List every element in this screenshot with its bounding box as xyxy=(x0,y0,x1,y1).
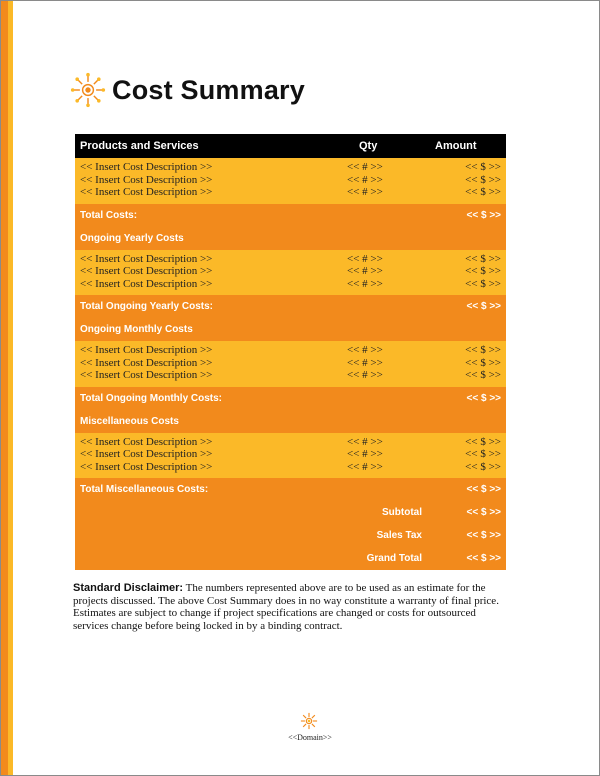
section-heading: Ongoing Yearly Costs xyxy=(75,227,506,250)
left-stripe-dark xyxy=(1,1,8,775)
section-total-label: Total Ongoing Monthly Costs: xyxy=(75,387,427,410)
cost-qty: << # >> xyxy=(347,265,383,277)
section-heading-row xyxy=(75,227,506,250)
cost-qty: << # >> xyxy=(347,448,383,460)
cost-description: << Insert Cost Description >> xyxy=(80,460,213,473)
cost-items-block xyxy=(75,250,506,296)
cost-items-block xyxy=(75,433,506,479)
section-heading: Miscellaneous Costs xyxy=(75,410,506,433)
disclaimer xyxy=(73,582,513,632)
cost-description-cell xyxy=(75,433,345,479)
cost-description: << Insert Cost Description >> xyxy=(80,252,213,265)
cost-qty: << # >> xyxy=(347,161,383,173)
cost-description: << Insert Cost Description >> xyxy=(80,369,213,381)
cost-qty: << # >> xyxy=(347,369,383,381)
disclaimer-label: Standard Disclaimer: xyxy=(73,582,184,594)
summary-label: Sales Tax xyxy=(75,524,427,547)
cost-amount: << $ >> xyxy=(465,356,501,369)
cost-amount-cell xyxy=(427,433,506,479)
sun-flower-icon xyxy=(70,72,106,108)
cost-amount-cell xyxy=(427,341,506,387)
column-header-products: Products and Services xyxy=(75,134,345,158)
cost-amount: << $ >> xyxy=(465,173,501,186)
cost-qty: << # >> xyxy=(347,460,383,473)
cost-qty-cell xyxy=(345,341,427,387)
section-total-value: << $ >> xyxy=(427,295,506,318)
table-header-row xyxy=(75,134,506,158)
cost-description-cell xyxy=(75,158,345,204)
cost-description: << Insert Cost Description >> xyxy=(80,448,213,460)
cost-description: << Insert Cost Description >> xyxy=(80,344,213,356)
cost-qty: << # >> xyxy=(347,186,383,198)
summary-label: Subtotal xyxy=(75,501,427,524)
section-total-label: Total Ongoing Yearly Costs: xyxy=(75,295,427,318)
cost-amount: << $ >> xyxy=(465,252,501,265)
cost-description: << Insert Cost Description >> xyxy=(80,265,213,277)
cost-qty: << # >> xyxy=(347,277,383,290)
cost-amount: << $ >> xyxy=(465,277,501,290)
cost-amount: << $ >> xyxy=(465,186,501,198)
section-heading-row xyxy=(75,318,506,341)
summary-label: Grand Total xyxy=(75,547,427,570)
cost-description: << Insert Cost Description >> xyxy=(80,161,213,173)
cost-qty: << # >> xyxy=(347,344,383,356)
section-total-row xyxy=(75,204,506,227)
column-header-qty: Qty xyxy=(345,134,427,158)
summary-value: << $ >> xyxy=(427,501,506,524)
cost-description: << Insert Cost Description >> xyxy=(80,173,213,186)
summary-value: << $ >> xyxy=(427,524,506,547)
section-heading-row xyxy=(75,410,506,433)
summary-row xyxy=(75,547,506,570)
cost-qty: << # >> xyxy=(347,173,383,186)
section-total-value: << $ >> xyxy=(427,204,506,227)
cost-amount-cell xyxy=(427,250,506,296)
footer-domain: <<Domain>> xyxy=(288,733,332,742)
column-header-amount: Amount xyxy=(427,134,506,158)
cost-amount: << $ >> xyxy=(465,161,501,173)
cost-description: << Insert Cost Description >> xyxy=(80,186,213,198)
left-stripe-light xyxy=(8,1,13,775)
cost-qty: << # >> xyxy=(347,356,383,369)
cost-description-cell xyxy=(75,341,345,387)
section-total-row xyxy=(75,478,506,501)
footer-sun-flower-icon xyxy=(300,712,318,730)
cost-amount: << $ >> xyxy=(465,344,501,356)
section-total-label: Total Costs: xyxy=(75,204,427,227)
cost-qty-cell xyxy=(345,158,427,204)
cost-amount: << $ >> xyxy=(465,265,501,277)
page-header xyxy=(70,70,305,110)
cost-items-block xyxy=(75,158,506,204)
cost-table xyxy=(75,134,506,570)
cost-description: << Insert Cost Description >> xyxy=(80,356,213,369)
disclaimer-text: The numbers represented above are to be used as an estimate for the projects discussed. The above Cost Summary does in no way constitute a warranty of final price. Estimates are subject to change if project specifications are changed or costs for outsourced services change before being locked in by a binding contract. xyxy=(73,582,499,632)
section-total-value: << $ >> xyxy=(427,387,506,410)
page-title: Cost Summary xyxy=(112,74,305,105)
section-total-row xyxy=(75,387,506,410)
section-total-value: << $ >> xyxy=(427,478,506,501)
cost-amount: << $ >> xyxy=(465,435,501,448)
cost-qty-cell xyxy=(345,250,427,296)
section-total-label: Total Miscellaneous Costs: xyxy=(75,478,427,501)
cost-items-block xyxy=(75,341,506,387)
summary-row xyxy=(75,501,506,524)
summary-value: << $ >> xyxy=(427,547,506,570)
summary-row xyxy=(75,524,506,547)
section-total-row xyxy=(75,295,506,318)
cost-qty-cell xyxy=(345,433,427,479)
cost-amount: << $ >> xyxy=(465,448,501,460)
cost-description: << Insert Cost Description >> xyxy=(80,435,213,448)
cost-amount-cell xyxy=(427,158,506,204)
cost-description-cell xyxy=(75,250,345,296)
cost-qty: << # >> xyxy=(347,252,383,265)
section-heading: Ongoing Monthly Costs xyxy=(75,318,506,341)
cost-amount: << $ >> xyxy=(465,460,501,473)
cost-qty: << # >> xyxy=(347,435,383,448)
cost-description: << Insert Cost Description >> xyxy=(80,277,213,290)
cost-amount: << $ >> xyxy=(465,369,501,381)
